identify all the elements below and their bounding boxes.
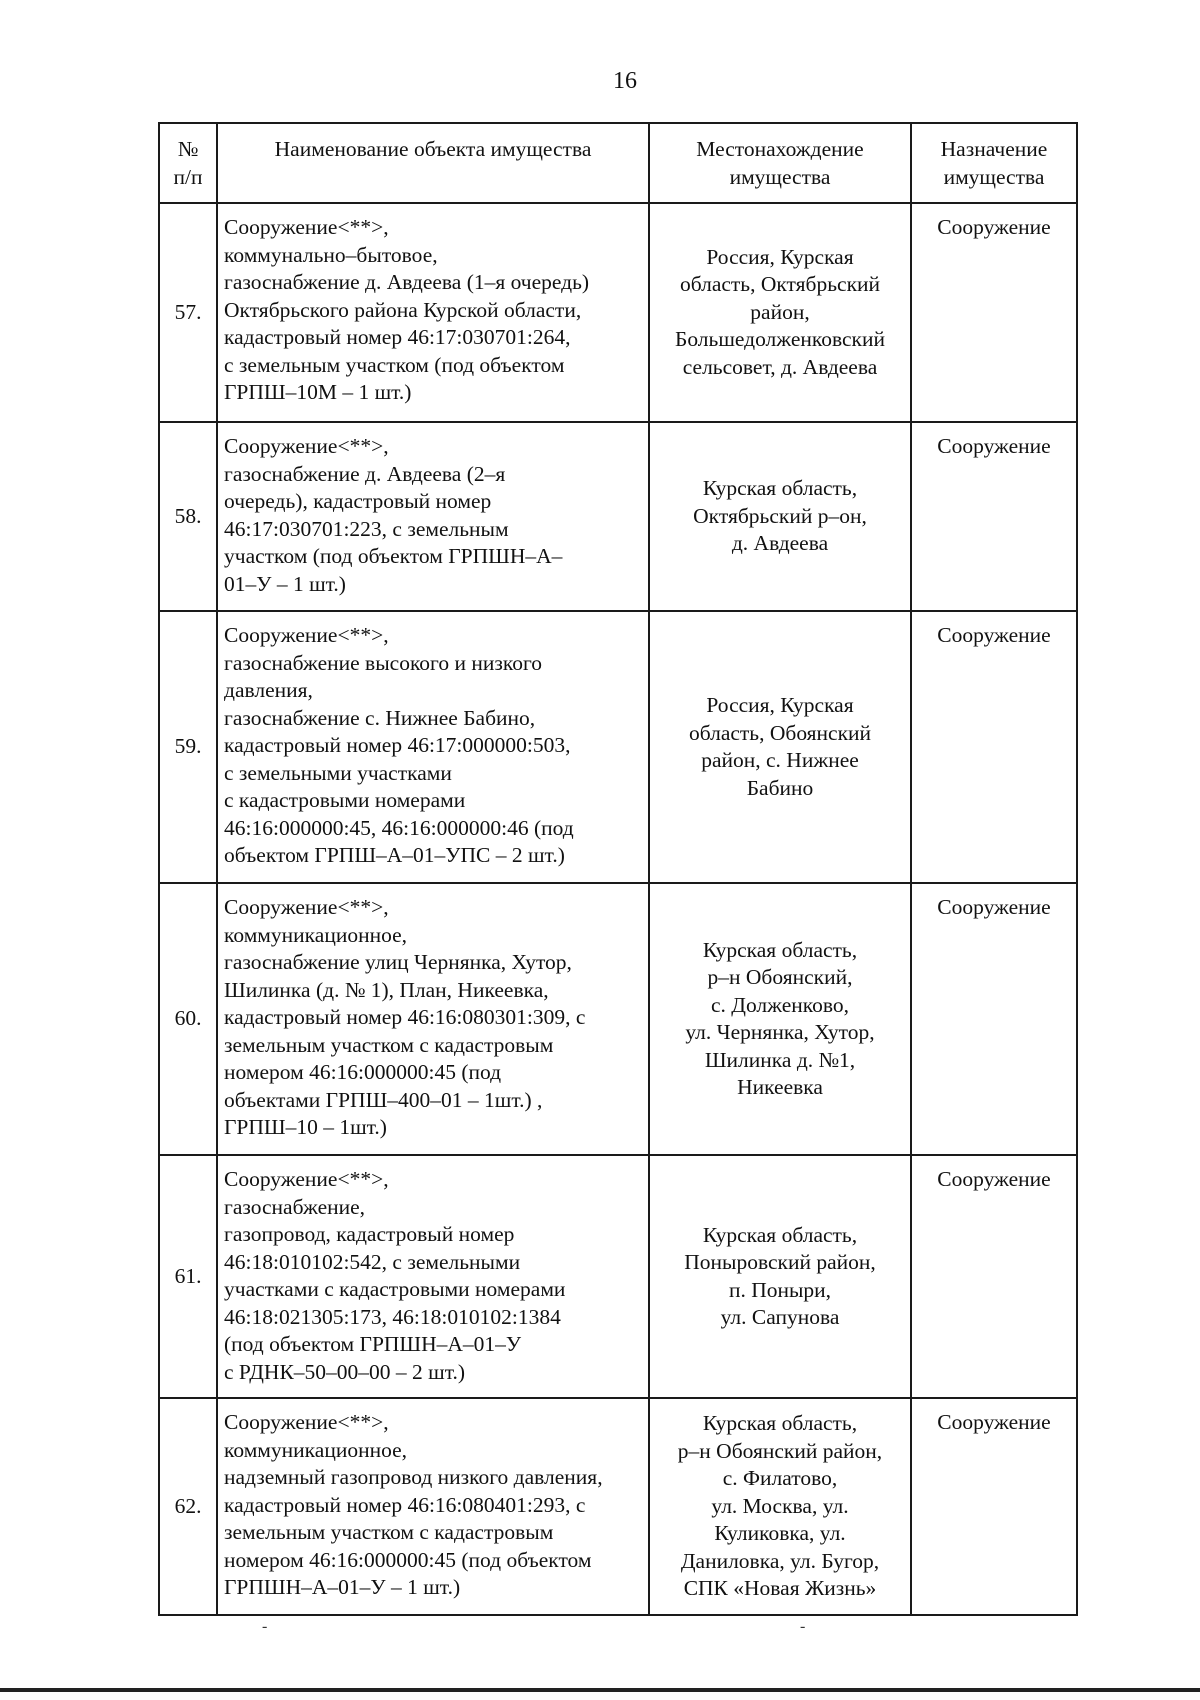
row-number: 57. <box>159 203 217 422</box>
object-location: Курская область, Поныровский район, п. Поныри, ул. Сапунова <box>649 1155 911 1398</box>
header-name <box>217 123 649 203</box>
row-number: 59. <box>159 611 217 883</box>
row-number: 60. <box>159 883 217 1155</box>
object-purpose: Сооружение <box>911 203 1077 422</box>
table-row <box>159 422 1077 611</box>
scan-mark: - <box>262 1618 268 1635</box>
header-purpose-label: Назначение имущества <box>940 137 1048 189</box>
object-name: Сооружение<**>, газоснабжение д. Авдеева (2–я очередь), кадастровый номер 46:17:030701:223, с земельным участком (под объектом ГРПШН–А– 01–У – 1 шт.) <box>217 422 649 611</box>
row-number: 58. <box>159 422 217 611</box>
header-location-label: Местонахождение имущества <box>696 137 864 189</box>
object-purpose: Сооружение <box>911 883 1077 1155</box>
header-location <box>649 123 911 203</box>
row-number: 61. <box>159 1155 217 1398</box>
header-name-label: Наименование объекта имущества <box>274 137 592 161</box>
object-name: Сооружение<**>, газоснабжение, газопровод, кадастровый номер 46:18:010102:542, с земельными участками с кадастровыми номерами 46:18:021305:173, 46:18:010102:1384 (под объектом ГРПШН–А–01–У с РДНК–50–00–00 – 2 шт.) <box>217 1155 649 1398</box>
table-row <box>159 203 1077 422</box>
table-row <box>159 1155 1077 1398</box>
object-purpose: Сооружение <box>911 1155 1077 1398</box>
object-purpose: Сооружение <box>911 1398 1077 1615</box>
scan-mark: - <box>800 1618 806 1635</box>
object-purpose: Сооружение <box>911 422 1077 611</box>
object-name: Сооружение<**>, коммунально–бытовое, газоснабжение д. Авдеева (1–я очередь) Октябрьского района Курской области, кадастровый номер 46:17:030701:264, с земельным участком (под объектом ГРПШ–10М – 1 шт.) <box>217 203 649 422</box>
object-name: Сооружение<**>, коммуникационное, газоснабжение улиц Чернянка, Хутор, Шилинка (д. № 1), План, Никеевка, кадастровый номер 46:16:080301:309, с земельным участком с кадастровым номером 46:16:000000:45 (под объектами ГРПШ–400–01 – 1шт.) , ГРПШ–10 – 1шт.) <box>217 883 649 1155</box>
table-row <box>159 611 1077 883</box>
page-number: 16 <box>613 68 637 94</box>
header-purpose <box>911 123 1077 203</box>
header-num <box>159 123 217 203</box>
table-row <box>159 1398 1077 1615</box>
table-row <box>159 883 1077 1155</box>
object-location: Курская область, р–н Обоянский, с. Долженково, ул. Чернянка, Хутор, Шилинка д. №1, Никеевка <box>649 883 911 1155</box>
object-location: Россия, Курская область, Октябрьский район, Большедолженковский сельсовет, д. Авдеева <box>649 203 911 422</box>
object-location: Курская область, р–н Обоянский район, с. Филатово, ул. Москва, ул. Куликовка, ул. Даниловка, ул. Бугор, СПК «Новая Жизнь» <box>649 1398 911 1615</box>
table-header-row <box>159 123 1077 203</box>
page-bottom-edge <box>0 1688 1200 1692</box>
object-location: Россия, Курская область, Обоянский район, с. Нижнее Бабино <box>649 611 911 883</box>
object-name: Сооружение<**>, газоснабжение высокого и низкого давления, газоснабжение с. Нижнее Бабино, кадастровый номер 46:17:000000:503, с земельными участками с кадастровыми номерами 46:16:000000:45, 46:16:000000:46 (под объектом ГРПШ–А–01–УПС – 2 шт.) <box>217 611 649 883</box>
object-location: Курская область, Октябрьский р–он, д. Авдеева <box>649 422 911 611</box>
row-number: 62. <box>159 1398 217 1615</box>
object-purpose: Сооружение <box>911 611 1077 883</box>
object-name: Сооружение<**>, коммуникационное, надземный газопровод низкого давления, кадастровый номер 46:16:080401:293, с земельным участком с кадастровым номером 46:16:000000:45 (под объектом ГРПШН–А–01–У – 1 шт.) <box>217 1398 649 1615</box>
property-table <box>158 122 1078 1616</box>
header-num-label: № п/п <box>173 137 203 189</box>
